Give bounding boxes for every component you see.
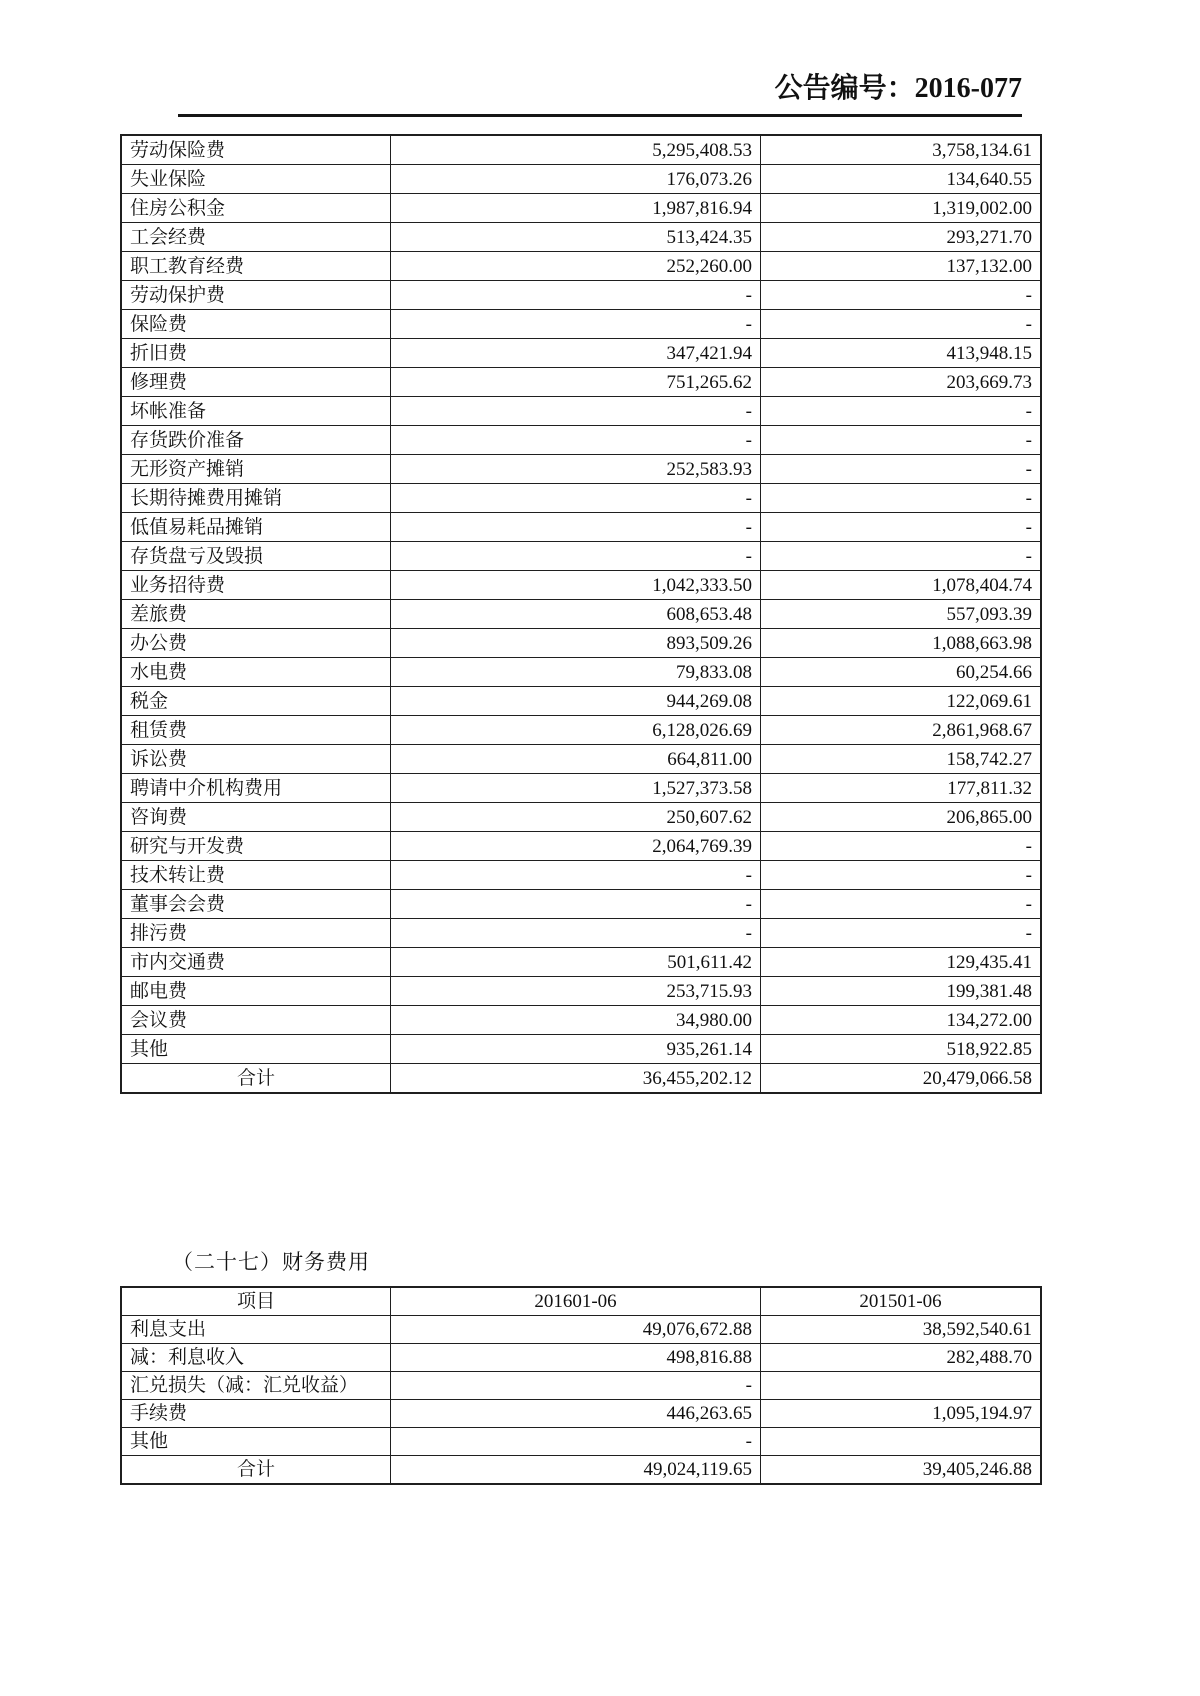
row-label: 邮电费 [121, 977, 391, 1006]
table-row [121, 1006, 1041, 1035]
total-row [121, 1064, 1041, 1094]
table-row [121, 194, 1041, 223]
table-row [121, 832, 1041, 861]
doc-header [178, 66, 1022, 106]
value-current-period: 34,980.00 [391, 1006, 761, 1035]
row-label: 水电费 [121, 658, 391, 687]
value-prior-period: 38,592,540.61 [761, 1316, 1042, 1344]
doc-number: 公告编号：2016-077 [774, 73, 1022, 104]
value-prior-period: - [761, 919, 1042, 948]
row-label: 工会经费 [121, 223, 391, 252]
value-current-period: 5,295,408.53 [391, 135, 761, 165]
value-prior-period: 137,132.00 [761, 252, 1042, 281]
value-current-period: - [391, 1372, 761, 1400]
table-row [121, 252, 1041, 281]
value-prior-period [761, 1428, 1042, 1456]
value-prior-period: - [761, 455, 1042, 484]
value-current-period: 79,833.08 [391, 658, 761, 687]
col-header-201501-06: 201501-06 [761, 1287, 1042, 1316]
value-current-period: 49,024,119.65 [391, 1456, 761, 1485]
table-row [121, 368, 1041, 397]
value-current-period: 446,263.65 [391, 1400, 761, 1428]
value-prior-period: - [761, 426, 1042, 455]
value-current-period: - [391, 890, 761, 919]
financial-expense-table [120, 1286, 1042, 1485]
value-prior-period: 129,435.41 [761, 948, 1042, 977]
table-row [121, 513, 1041, 542]
row-label: 修理费 [121, 368, 391, 397]
row-label: 合计 [121, 1456, 391, 1485]
table-row [121, 919, 1041, 948]
value-prior-period: 1,095,194.97 [761, 1400, 1042, 1428]
value-current-period: 1,527,373.58 [391, 774, 761, 803]
row-label: 低值易耗品摊销 [121, 513, 391, 542]
table-row [121, 542, 1041, 571]
value-current-period: 252,583.93 [391, 455, 761, 484]
value-prior-period: 282,488.70 [761, 1344, 1042, 1372]
value-current-period: 1,987,816.94 [391, 194, 761, 223]
row-label: 失业保险 [121, 165, 391, 194]
value-prior-period: 2,861,968.67 [761, 716, 1042, 745]
row-label: 技术转让费 [121, 861, 391, 890]
value-current-period: 250,607.62 [391, 803, 761, 832]
table-row [121, 861, 1041, 890]
table-row [121, 1344, 1041, 1372]
value-prior-period: - [761, 832, 1042, 861]
value-current-period: 176,073.26 [391, 165, 761, 194]
value-prior-period: 1,088,663.98 [761, 629, 1042, 658]
value-prior-period: - [761, 281, 1042, 310]
value-prior-period: 413,948.15 [761, 339, 1042, 368]
table-row [121, 455, 1041, 484]
row-label: 手续费 [121, 1400, 391, 1428]
row-label: 诉讼费 [121, 745, 391, 774]
value-current-period: 664,811.00 [391, 745, 761, 774]
table-row [121, 890, 1041, 919]
row-label: 存货跌价准备 [121, 426, 391, 455]
row-label: 存货盘亏及毁损 [121, 542, 391, 571]
row-label: 劳动保护费 [121, 281, 391, 310]
row-label: 其他 [121, 1035, 391, 1064]
value-current-period: 253,715.93 [391, 977, 761, 1006]
value-prior-period: 3,758,134.61 [761, 135, 1042, 165]
table-row [121, 223, 1041, 252]
value-prior-period: 1,078,404.74 [761, 571, 1042, 600]
value-current-period: 347,421.94 [391, 339, 761, 368]
value-prior-period: 557,093.39 [761, 600, 1042, 629]
header-row [121, 1287, 1041, 1316]
row-label: 办公费 [121, 629, 391, 658]
row-label: 折旧费 [121, 339, 391, 368]
row-label: 其他 [121, 1428, 391, 1456]
col-header-item: 项目 [121, 1287, 391, 1316]
row-label: 无形资产摊销 [121, 455, 391, 484]
row-label: 保险费 [121, 310, 391, 339]
value-current-period: - [391, 484, 761, 513]
table-row [121, 1316, 1041, 1344]
value-current-period: - [391, 1428, 761, 1456]
row-label: 排污费 [121, 919, 391, 948]
header-rule [178, 114, 1022, 117]
value-prior-period: 1,319,002.00 [761, 194, 1042, 223]
table-row [121, 948, 1041, 977]
value-prior-period: - [761, 542, 1042, 571]
value-prior-period: 134,272.00 [761, 1006, 1042, 1035]
value-current-period: - [391, 426, 761, 455]
row-label: 差旅费 [121, 600, 391, 629]
value-current-period: 6,128,026.69 [391, 716, 761, 745]
row-label: 会议费 [121, 1006, 391, 1035]
row-label: 税金 [121, 687, 391, 716]
value-prior-period: 203,669.73 [761, 368, 1042, 397]
col-header-201601-06: 201601-06 [391, 1287, 761, 1316]
value-current-period: - [391, 397, 761, 426]
value-prior-period: - [761, 513, 1042, 542]
value-prior-period: 134,640.55 [761, 165, 1042, 194]
value-current-period: 252,260.00 [391, 252, 761, 281]
row-label: 住房公积金 [121, 194, 391, 223]
value-prior-period: 60,254.66 [761, 658, 1042, 687]
row-label: 业务招待费 [121, 571, 391, 600]
value-current-period: - [391, 919, 761, 948]
value-prior-period: - [761, 397, 1042, 426]
table-row [121, 1400, 1041, 1428]
value-prior-period: 293,271.70 [761, 223, 1042, 252]
table-row [121, 687, 1041, 716]
value-prior-period: 199,381.48 [761, 977, 1042, 1006]
table-row [121, 1372, 1041, 1400]
row-label: 坏帐准备 [121, 397, 391, 426]
value-current-period: - [391, 542, 761, 571]
row-label: 劳动保险费 [121, 135, 391, 165]
value-current-period: 49,076,672.88 [391, 1316, 761, 1344]
table-row [121, 658, 1041, 687]
total-row [121, 1456, 1041, 1485]
table-row [121, 397, 1041, 426]
value-prior-period: 39,405,246.88 [761, 1456, 1042, 1485]
table-row [121, 571, 1041, 600]
value-prior-period: 206,865.00 [761, 803, 1042, 832]
row-label: 董事会会费 [121, 890, 391, 919]
value-current-period: 944,269.08 [391, 687, 761, 716]
table-row [121, 484, 1041, 513]
row-label: 汇兑损失（减：汇兑收益） [121, 1372, 391, 1400]
row-label: 合计 [121, 1064, 391, 1094]
value-prior-period: 158,742.27 [761, 745, 1042, 774]
value-current-period: 608,653.48 [391, 600, 761, 629]
value-current-period: 498,816.88 [391, 1344, 761, 1372]
table-row [121, 310, 1041, 339]
value-prior-period: - [761, 310, 1042, 339]
value-prior-period: - [761, 890, 1042, 919]
value-current-period: 501,611.42 [391, 948, 761, 977]
table-row [121, 629, 1041, 658]
table-row [121, 803, 1041, 832]
value-current-period: 935,261.14 [391, 1035, 761, 1064]
table-row [121, 745, 1041, 774]
row-label: 减：利息收入 [121, 1344, 391, 1372]
value-current-period: 893,509.26 [391, 629, 761, 658]
row-label: 研究与开发费 [121, 832, 391, 861]
value-prior-period: 20,479,066.58 [761, 1064, 1042, 1094]
value-current-period: 1,042,333.50 [391, 571, 761, 600]
table-row [121, 600, 1041, 629]
row-label: 聘请中介机构费用 [121, 774, 391, 803]
value-current-period: - [391, 310, 761, 339]
value-prior-period: 518,922.85 [761, 1035, 1042, 1064]
table-row [121, 426, 1041, 455]
row-label: 市内交通费 [121, 948, 391, 977]
table-row [121, 165, 1041, 194]
table-row [121, 1035, 1041, 1064]
table-row [121, 716, 1041, 745]
expense-detail-table [120, 134, 1042, 1094]
table-row [121, 977, 1041, 1006]
value-prior-period: - [761, 861, 1042, 890]
table-row [121, 135, 1041, 165]
value-prior-period: 122,069.61 [761, 687, 1042, 716]
table-row [121, 774, 1041, 803]
value-current-period: - [391, 281, 761, 310]
row-label: 咨询费 [121, 803, 391, 832]
value-current-period: 36,455,202.12 [391, 1064, 761, 1094]
value-current-period: - [391, 861, 761, 890]
value-current-period: - [391, 513, 761, 542]
value-prior-period [761, 1372, 1042, 1400]
value-current-period: 2,064,769.39 [391, 832, 761, 861]
value-prior-period: 177,811.32 [761, 774, 1042, 803]
value-current-period: 751,265.62 [391, 368, 761, 397]
value-current-period: 513,424.35 [391, 223, 761, 252]
row-label: 利息支出 [121, 1316, 391, 1344]
table-row [121, 1428, 1041, 1456]
row-label: 长期待摊费用摊销 [121, 484, 391, 513]
row-label: 职工教育经费 [121, 252, 391, 281]
section-title: （二十七）财务费用 [172, 1250, 370, 1274]
table-row [121, 281, 1041, 310]
row-label: 租赁费 [121, 716, 391, 745]
table-row [121, 339, 1041, 368]
value-prior-period: - [761, 484, 1042, 513]
